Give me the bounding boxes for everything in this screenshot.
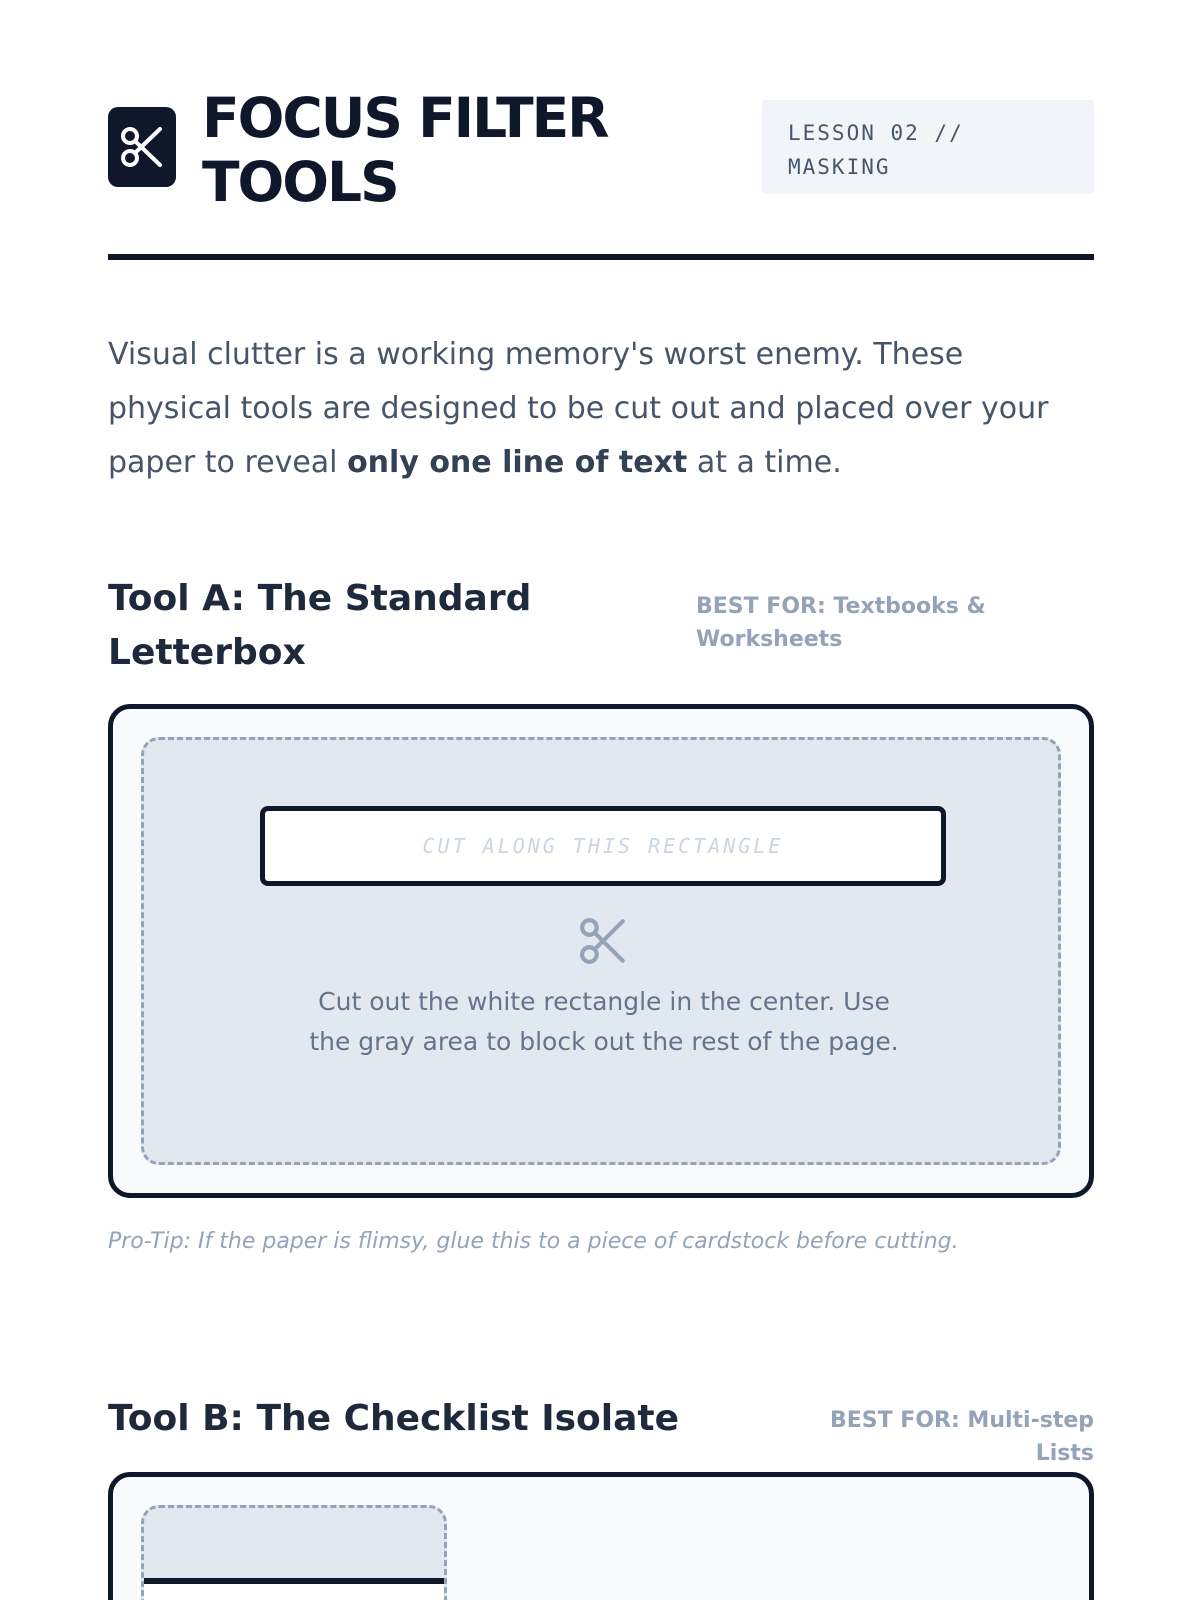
tool-b-card [108, 1472, 1094, 1600]
tool-a-best-for: BEST FOR: Textbooks & Worksheets [696, 594, 986, 652]
logo [108, 107, 176, 187]
cutout-window: CUT ALONG THIS RECTANGLE [260, 806, 946, 886]
tool-a-instruction: Cut out the white rectangle in the center. Use the gray area to block out the rest of the page. [309, 987, 899, 1056]
scissors-icon [118, 123, 166, 171]
tool-a-card [108, 704, 1094, 1198]
scissors-icon [579, 916, 629, 966]
tool-a-title: Tool A: The Standard Letterbox [108, 578, 532, 673]
intro-text-after: at a time. [687, 445, 842, 480]
lesson-badge: LESSON 02 // MASKING [762, 100, 1094, 194]
header [108, 86, 1094, 214]
header-divider [108, 254, 1094, 260]
intro-emphasis: only one line of text [347, 445, 688, 480]
tool-b-mask-area [141, 1505, 447, 1600]
intro-paragraph [108, 328, 1094, 490]
pro-tip: Pro-Tip: If the paper is flimsy, glue this to a piece of cardstock before cutting. [108, 1229, 959, 1254]
page-title: FOCUS FILTER TOOLS [202, 86, 608, 214]
tool-b-title: Tool B: The Checklist Isolate [108, 1398, 680, 1439]
tool-b-best-for: BEST FOR: Multi-step Lists [830, 1408, 1094, 1466]
tool-a-mask-area [141, 737, 1061, 1165]
intro-text-before: Visual clutter is a working memory's worst enemy. These physical tools are designed to be cut out and placed over your paper to reveal [108, 337, 1049, 480]
tool-b-window [144, 1584, 444, 1600]
